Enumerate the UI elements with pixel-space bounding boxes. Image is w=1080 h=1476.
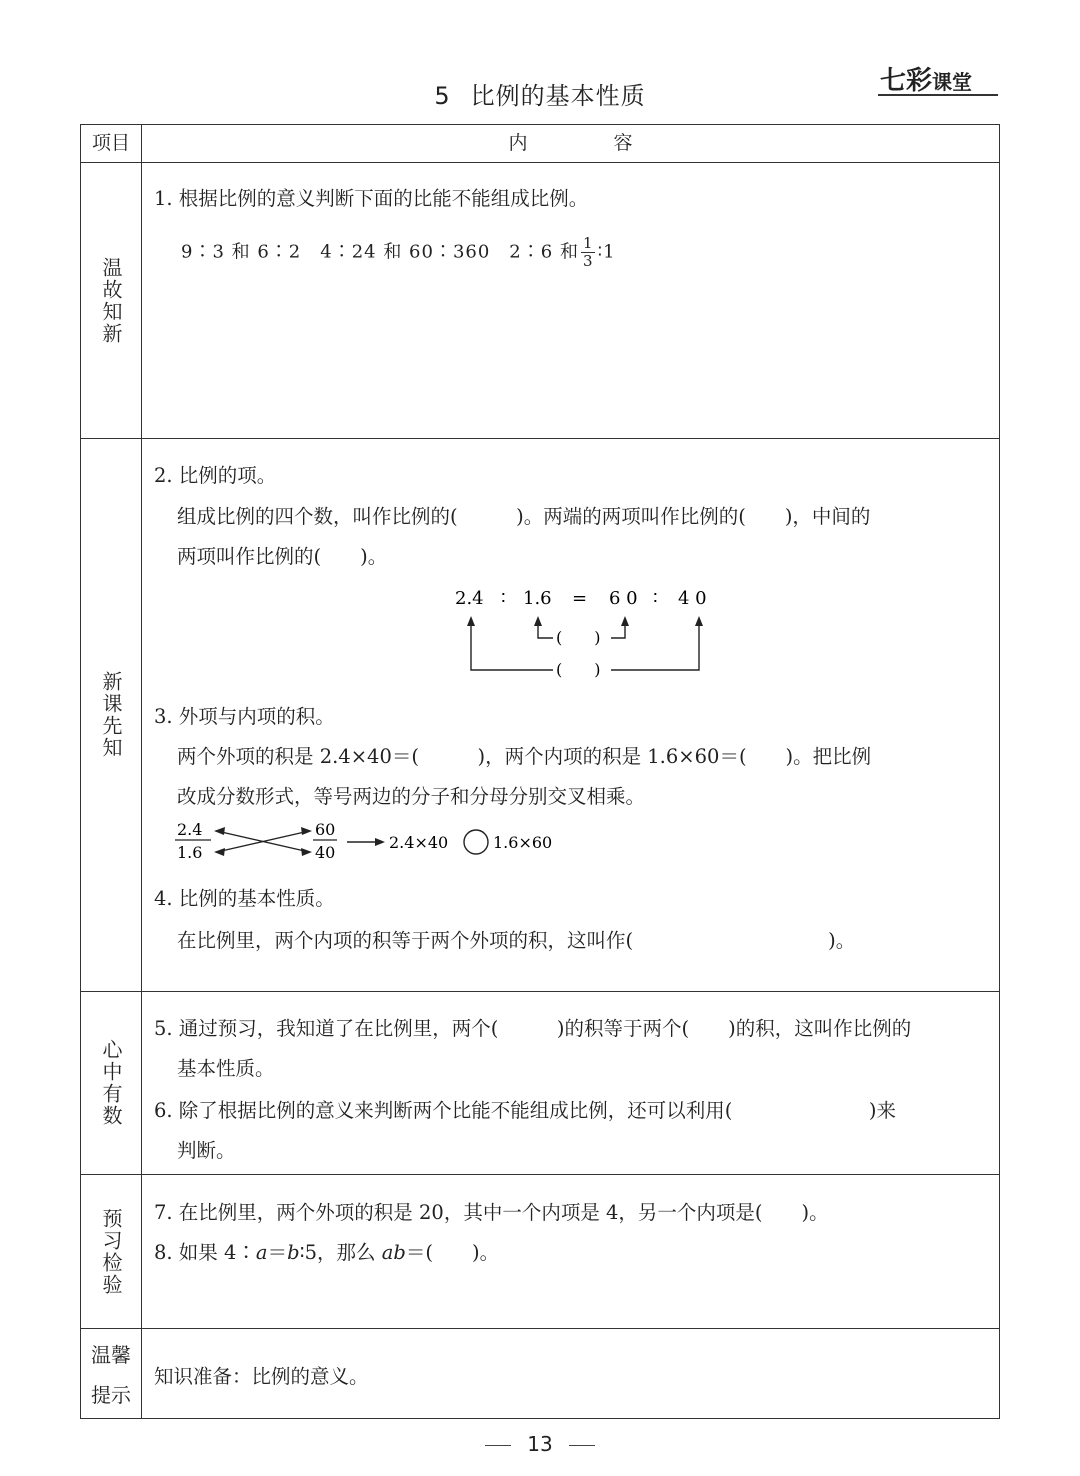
- ratio-pairs-tail: ∶1: [597, 241, 616, 263]
- left-numerator: 2.4: [177, 820, 203, 839]
- section-label-new-lesson: 新课先知: [99, 671, 123, 759]
- term-c: 6 0: [609, 588, 638, 609]
- row-divider: [81, 1328, 999, 1329]
- tip-label-2: 提示: [91, 1383, 131, 1407]
- left-denominator: 1.6: [177, 843, 203, 862]
- brand-main: 七彩: [880, 66, 933, 96]
- cross-arrowhead-1: [214, 827, 225, 835]
- inner-terms-blank: ( ): [556, 628, 601, 647]
- question-3-line-2: 改成分数形式，等号两边的分子和分母分别交叉相乘。: [177, 785, 646, 808]
- equals-sign: =: [572, 588, 588, 609]
- section-label-review: 温故知新: [99, 256, 123, 345]
- cross-arrowhead-2: [301, 827, 312, 835]
- cross-multiply-diagram: [171, 819, 591, 869]
- question-5-line-1: 5. 通过预习，我知道了在比例里，两个( )的积等于两个( )的积，这叫作比例的: [154, 1017, 912, 1040]
- question-1: 1. 根据比例的意义判断下面的比能不能组成比例。: [154, 187, 589, 210]
- header-item: 项目: [91, 132, 130, 154]
- brand-underline: [878, 94, 998, 96]
- outer-terms-blank: ( ): [556, 660, 601, 679]
- footer-dash-right: [569, 1445, 595, 1446]
- result-arrowhead: [375, 838, 385, 846]
- brand-logo: [878, 58, 1000, 98]
- question-4-line-1: 在比例里，两个内项的积等于两个外项的积，这叫作( )。: [177, 929, 856, 952]
- row-divider: [81, 991, 999, 992]
- colon-2: ∶: [653, 588, 658, 609]
- row-divider: [81, 162, 999, 163]
- term-d: 4 0: [678, 588, 707, 609]
- tip-text: 知识准备：比例的意义。: [154, 1365, 369, 1388]
- lesson-number: 5: [434, 82, 451, 110]
- outer-arrowhead-left: [467, 616, 475, 626]
- tip-label-1: 温馨: [91, 1343, 131, 1367]
- row-divider: [81, 438, 999, 439]
- inner-arrowhead-right: [621, 616, 629, 626]
- question-6-line-2: 判断。: [177, 1139, 236, 1162]
- question-4-title: 4. 比例的基本性质。: [154, 887, 335, 910]
- outer-arrow-right: [611, 620, 699, 670]
- page-footer: [0, 1432, 1080, 1456]
- proportion-terms-diagram: [441, 580, 741, 690]
- question-3-line-1: 两个外项的积是 2.4×40＝( )，两个内项的积是 1.6×60＝( )。把比例: [177, 745, 872, 768]
- right-numerator: 60: [315, 820, 336, 839]
- page-number: 13: [527, 1432, 553, 1456]
- question-8: 8. 如果 4∶a＝b∶5，那么 ab＝( )。: [154, 1241, 500, 1264]
- term-b: 1.6: [523, 588, 552, 609]
- cross-arrowhead-3: [214, 848, 225, 856]
- question-6-line-1: 6. 除了根据比例的意义来判断两个比能不能组成比例，还可以利用( )来: [154, 1099, 897, 1122]
- brand-sub: 课堂: [932, 70, 973, 94]
- ratio-pairs: [181, 235, 616, 270]
- question-7: 7. 在比例里，两个外项的积是 20，其中一个内项是 4，另一个内项是( )。: [154, 1201, 829, 1224]
- lesson-title: 比例的基本性质: [470, 82, 646, 110]
- colon-1: ∶: [501, 588, 506, 609]
- question-2-line-1: 组成比例的四个数，叫作比例的( )。两端的两项叫作比例的( )，中间的: [177, 505, 871, 528]
- section-label-check: 预习检验: [99, 1207, 123, 1296]
- question-5-line-2: 基本性质。: [177, 1057, 275, 1080]
- left-product: 2.4×40: [389, 833, 449, 852]
- right-product: 1.6×60: [493, 833, 553, 852]
- footer-dash-left: [485, 1445, 511, 1446]
- outer-arrow-left: [471, 620, 553, 670]
- question-2-line-2: 两项叫作比例的( )。: [177, 545, 388, 568]
- outer-arrowhead-right: [695, 616, 703, 626]
- worksheet-table: [80, 124, 1000, 1419]
- section-label-mind: 心中有数: [99, 1039, 123, 1127]
- cross-arrowhead-4: [301, 848, 312, 856]
- ratio-pairs-text: 9∶3 和 6∶2 4∶24 和 60∶360 2∶6 和: [181, 241, 579, 263]
- header-content: 内 容: [508, 132, 673, 154]
- compare-circle-blank[interactable]: [464, 830, 488, 854]
- term-a: 2.4: [455, 588, 484, 609]
- right-denominator: 40: [315, 843, 336, 862]
- column-divider: [141, 125, 142, 1418]
- question-2-title: 2. 比例的项。: [154, 464, 277, 487]
- row-divider: [81, 1174, 999, 1175]
- fraction-one-third: $\frac{1}{3}$: [582, 234, 594, 270]
- question-3-title: 3. 外项与内项的积。: [154, 705, 335, 728]
- inner-arrowhead-left: [534, 616, 542, 626]
